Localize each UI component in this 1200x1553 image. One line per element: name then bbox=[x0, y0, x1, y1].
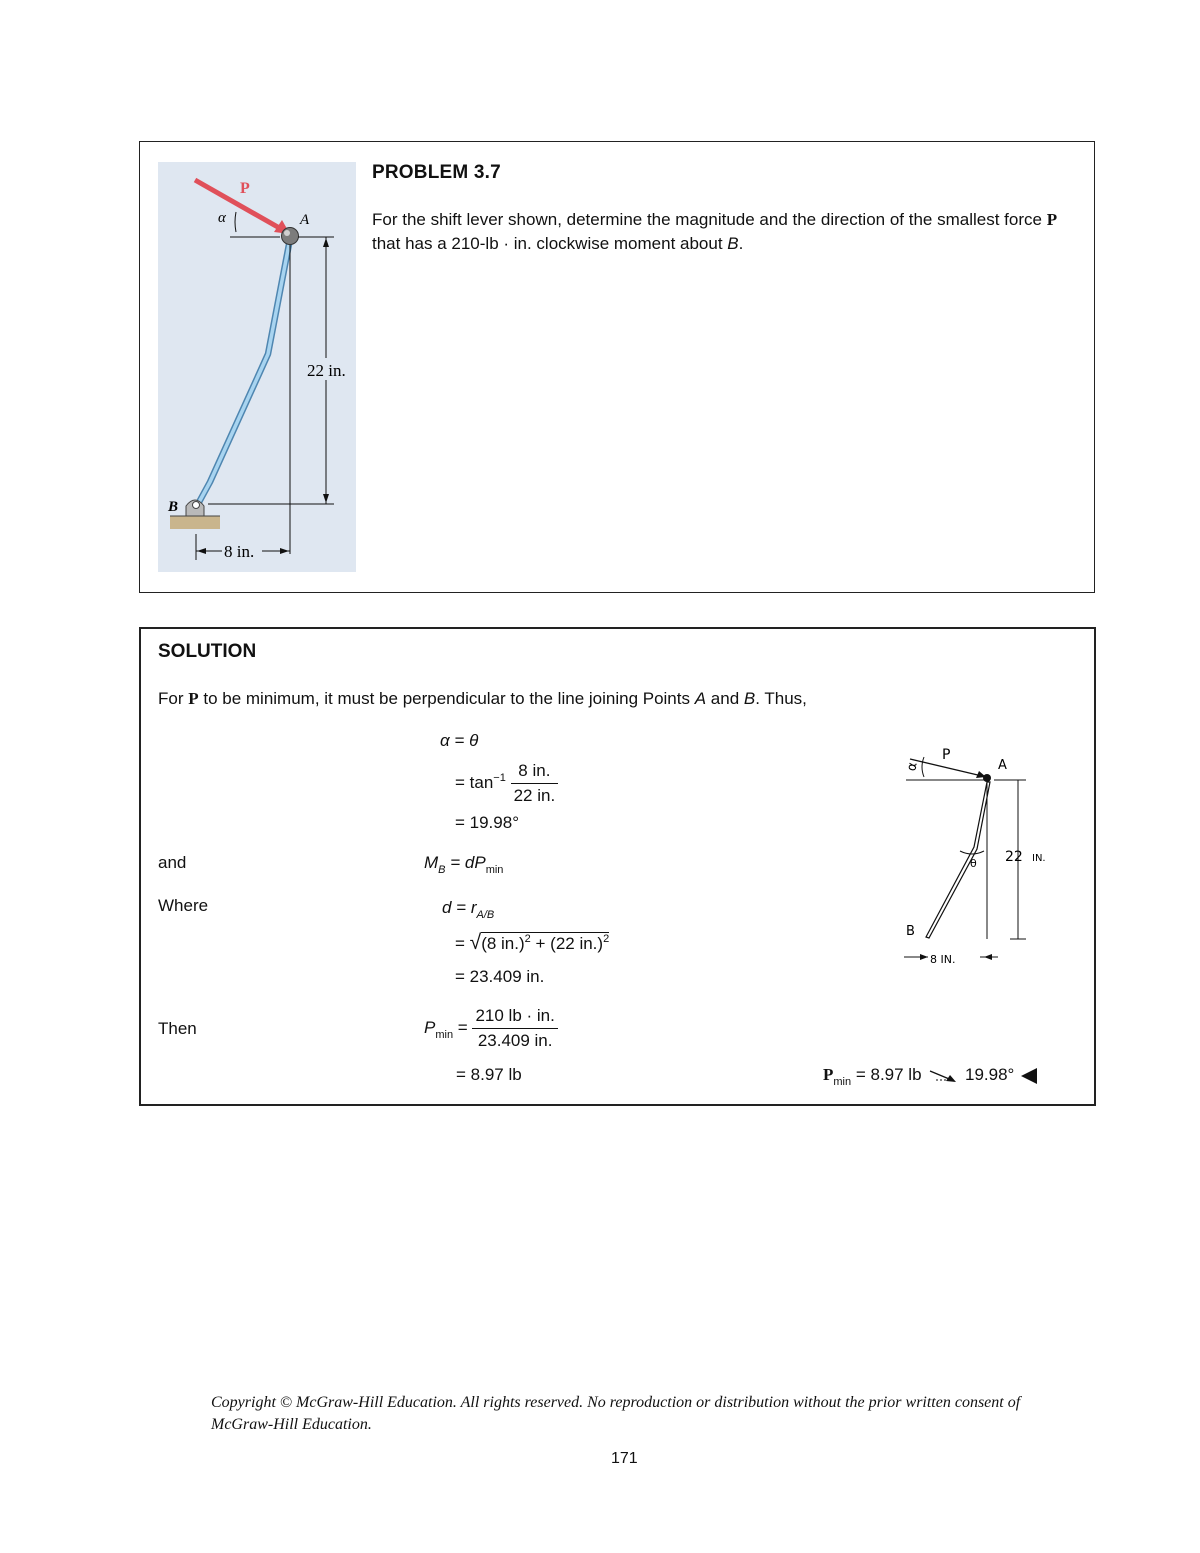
sketch-alpha-arc bbox=[922, 757, 924, 777]
knob-a-highlight bbox=[284, 230, 290, 236]
sketch-theta: θ bbox=[970, 857, 977, 870]
label-8-in: 8 in. bbox=[224, 542, 255, 561]
intro-3: and bbox=[706, 689, 744, 708]
answer-p: P bbox=[823, 1065, 834, 1084]
ground-base bbox=[170, 516, 220, 529]
intro-p: P bbox=[188, 689, 199, 708]
lever-body bbox=[198, 239, 290, 504]
answer-sub: min bbox=[833, 1076, 852, 1088]
eq-sqrt-radicand bbox=[481, 932, 609, 953]
sketch-22: 22 bbox=[1005, 849, 1023, 865]
final-answer bbox=[823, 1065, 1039, 1088]
problem-box bbox=[139, 141, 1095, 593]
sketch-lever bbox=[926, 782, 990, 938]
intro-2: to be minimum, it must be perpendicular to the line joining Points bbox=[198, 689, 695, 708]
eq-d bbox=[442, 898, 495, 921]
label-where: Where bbox=[158, 896, 209, 915]
label-and: and bbox=[158, 853, 187, 872]
eq-pmin-num: 210 lb · in. bbox=[472, 1004, 557, 1029]
eq-tan-sup: −1 bbox=[493, 771, 506, 784]
eq-pmin-value: = 8.97 lb bbox=[456, 1065, 522, 1084]
lever-outline bbox=[198, 239, 290, 504]
dim-22-arrow-top bbox=[323, 238, 329, 247]
sketch-in: IN. bbox=[1032, 853, 1046, 864]
dim-8-arrow-right bbox=[280, 548, 289, 554]
answer-angle: 19.98° bbox=[965, 1065, 1015, 1084]
dim-22-arrow-bottom bbox=[323, 494, 329, 503]
eq-pmin-den: 23.409 in. bbox=[477, 1031, 553, 1050]
label-b: B bbox=[168, 499, 179, 515]
sketch-point-a bbox=[983, 774, 991, 782]
label-22-in: 22 in. bbox=[307, 361, 346, 380]
eq-mb-sub: B bbox=[438, 864, 446, 876]
dim-8-arrow-left bbox=[197, 548, 206, 554]
eq-sqrt-content: (8 in.) bbox=[481, 934, 525, 953]
knob-a bbox=[282, 228, 299, 245]
direction-arrow-icon bbox=[926, 1068, 960, 1084]
problem-figure bbox=[158, 162, 356, 572]
problem-text-3: . bbox=[738, 234, 744, 253]
shift-lever-figure bbox=[158, 162, 356, 572]
problem-text-1: For the shift lever shown, determine the magnitude and the direction of the smallest force bbox=[372, 210, 1047, 229]
label-then: Then bbox=[158, 1019, 197, 1038]
problem-title: PROBLEM 3.7 bbox=[372, 162, 501, 183]
eq-mb-min: min bbox=[485, 864, 504, 876]
alpha-arc bbox=[235, 212, 236, 232]
eq-pmin bbox=[424, 1004, 558, 1053]
problem-statement bbox=[372, 208, 1082, 256]
sketch-8in: 8 IN. bbox=[930, 953, 956, 966]
intro-1: For bbox=[158, 689, 189, 708]
eq-d-sub: A/B bbox=[476, 909, 495, 921]
eq-pmin-sub: min bbox=[435, 1028, 454, 1041]
eq-sqrt-eq: = bbox=[455, 934, 470, 953]
answer-value: = 8.97 lb bbox=[851, 1065, 922, 1084]
eq-d-value: = 23.409 in. bbox=[455, 967, 545, 986]
label-p: P bbox=[240, 180, 250, 197]
eq-mb-m: M bbox=[424, 853, 439, 872]
copyright-notice: Copyright © McGraw-Hill Education. All rights reserved. No reproduction or distribution without the prior written consent of McGraw-Hill Education. bbox=[211, 1394, 1021, 1433]
sketch-b: B bbox=[906, 924, 915, 939]
problem-text-b: B bbox=[727, 234, 739, 253]
eq-angle: = 19.98° bbox=[455, 813, 519, 832]
intro-a: A bbox=[694, 689, 707, 708]
solution-title: SOLUTION bbox=[158, 641, 257, 662]
force-p-arrow bbox=[195, 180, 283, 230]
eq-sqrt-plus: + (22 in.) bbox=[530, 934, 604, 953]
eq-sqrt-sup1: 2 bbox=[524, 933, 531, 945]
end-marker-icon bbox=[1019, 1067, 1039, 1085]
sketch-dim-8-arrow-r bbox=[984, 954, 992, 960]
eq-sqrt-sup2: 2 bbox=[603, 933, 610, 945]
label-alpha: α bbox=[218, 210, 226, 226]
eq-tan-fraction bbox=[511, 759, 559, 808]
eq-mb bbox=[424, 853, 504, 876]
page-number: 171 bbox=[611, 1450, 638, 1467]
eq-tan bbox=[455, 759, 558, 808]
pivot-pin bbox=[193, 502, 200, 509]
sketch-alpha: α bbox=[904, 761, 921, 773]
solution-sketch bbox=[898, 739, 1068, 969]
solution-box bbox=[139, 627, 1096, 1106]
sketch-p: P bbox=[942, 747, 951, 763]
intro-b: B bbox=[743, 689, 756, 708]
problem-text-2: that has a 210-lb · in. clockwise moment about bbox=[372, 234, 728, 253]
eq-sqrt bbox=[455, 931, 609, 955]
eq-mb-rest: = dP bbox=[445, 853, 486, 872]
sqrt-symbol: √ bbox=[469, 931, 482, 954]
eq-pmin-p: P bbox=[424, 1017, 436, 1037]
eq-tan-prefix: = tan bbox=[455, 772, 494, 792]
eq-alpha-theta: α = θ bbox=[440, 731, 479, 750]
label-a: A bbox=[300, 212, 310, 228]
sketch-a: A bbox=[998, 758, 1007, 773]
sketch-dim-8-arrow-l bbox=[920, 954, 928, 960]
intro-4: . Thus, bbox=[755, 689, 807, 708]
eq-d-main: d = r bbox=[442, 898, 477, 917]
solution-intro bbox=[158, 689, 807, 709]
problem-text-p: P bbox=[1046, 210, 1058, 229]
eq-pmin-eq: = bbox=[453, 1017, 468, 1037]
eq-pmin-fraction bbox=[472, 1004, 557, 1053]
eq-tan-den: 22 in. bbox=[513, 786, 556, 805]
eq-tan-num: 8 in. bbox=[511, 759, 559, 784]
